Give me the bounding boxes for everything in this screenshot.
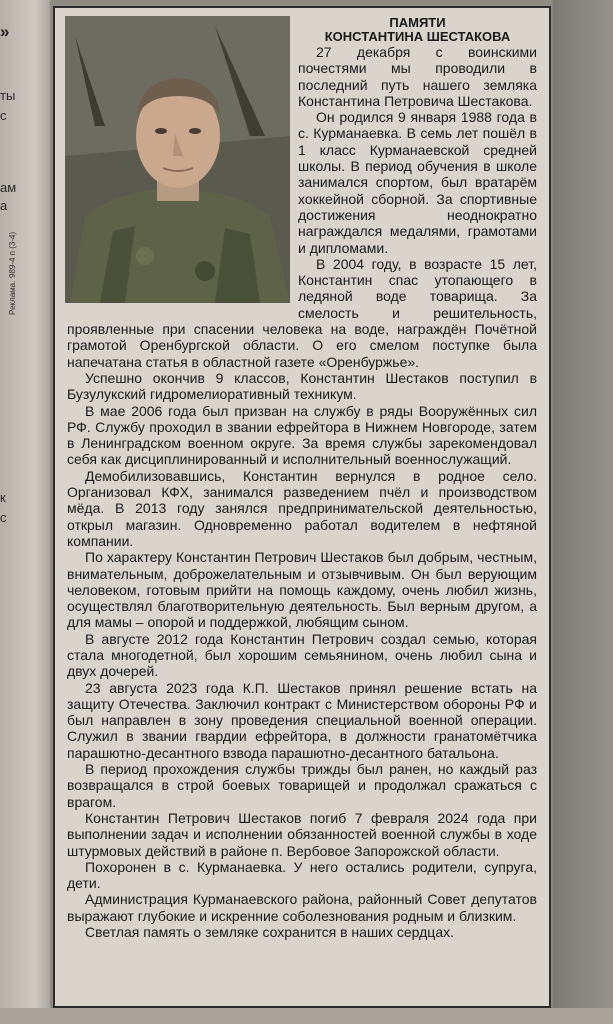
title-line: ПАМЯТИ: [389, 15, 446, 30]
strip-fragment: к: [0, 490, 6, 505]
adjacent-column-strip: [0, 0, 50, 1024]
strip-fragment: ты: [0, 88, 16, 103]
paragraph: По характеру Константин Петрович Шестаков был добрым, честным, внимательным, доброжелательным и отзывчивым. Он был верующим человеком, готовым прийти на помощь каждому, очень любил жизнь, осуществлял благотворительную деятельность. Был верным другом, а для мамы – опорой и поддержкой, любящим сыном.: [67, 549, 537, 631]
background-edge: [553, 0, 613, 1024]
advert-code: 989-4 п (3-4): [8, 232, 17, 279]
paragraph: Похоронен в с. Курманаевка. У него остались родители, супруга, дети.: [67, 858, 537, 892]
title-line: КОНСТАНТИНА ШЕСТАКОВА: [324, 29, 511, 44]
paragraph: Он родился 9 января 1988 года в с. Курманаевка. В семь лет пошёл в 1 класс Курманаевской средней школы. В период обучения в школе занимался спортом, был вратарём хоккейной сборной. За спортивные достижения неоднократно награждался медалями, грамотами и дипломами.: [298, 109, 537, 256]
strip-fragment: а: [0, 198, 8, 213]
paragraph: Администрация Курманаевского района, районный Совет депутатов выражают глубокие и искренние соболезнования родным и близким.: [67, 891, 537, 924]
paragraph: Демобилизовавшись, Константин вернулся в родное село. Организовал КФХ, занимался разведением пчёл и производством мёда. В 2013 году занялся предпринимательской деятельностью, открыл магазин. Одновременно работал водителем в нефтяной компании.: [67, 467, 537, 549]
portrait-photo: [65, 16, 290, 303]
advert-label: Реклама.: [8, 280, 17, 315]
paragraph: В мае 2006 года был призван на службу в ряды Вооружённых сил РФ. Службу проходил в звании ефрейтора в Нижнем Новгороде, затем в Ленинградском военном округе. За время службы зарекомендовал себя как дисциплинированный и исполнительный военнослужащий.: [67, 402, 537, 468]
paragraph: 27 декабря с воинскими почестями мы проводили в последний путь нашего земляка Константина Петровича Шестакова.: [298, 44, 537, 109]
paragraph: Константин Петрович Шестаков погиб 7 февраля 2024 года при выполнении задач и исполнении обязанностей военной службы в ходе штурмовых действий в районе п. Вербовое Запорожской области.: [67, 809, 537, 859]
paragraph: В 2004 году, в возрасте 15 лет, Константин спас утопающего в ледяной воде товарища. За смелость и решительность, проявленные при спасении человека на воде, награждён Почётной грамотой Оренбургской области. О его смелом поступке была напечатана статья в областной газете «Оренбуржье».: [67, 255, 537, 370]
obituary-clipping: [53, 6, 551, 1008]
strip-fragment: ам: [0, 180, 17, 195]
paragraph: В период прохождения службы трижды был ранен, но каждый раз возвращался в строй боевых товарищей и продолжал сражаться с врагом.: [67, 761, 537, 810]
paragraph: В августе 2012 года Константин Петрович создал семью, которая стала многодетной, был хорошим семьянином, очень любил сына и двух дочерей.: [67, 630, 537, 680]
paragraph: 23 августа 2023 года К.П. Шестаков принял решение встать на защиту Отечества. Заключил контракт с Министерством обороны РФ и был направлен в зону проведения специальной военной операции. Служил в звании гвардии ефрейтора, в должности гранатомётчика парашютно-десантного взвода парашютно-десантного батальона.: [67, 679, 537, 761]
advert-vertical-note: [8, 232, 20, 315]
paragraph: Светлая память о земляке сохранится в наших сердцах.: [85, 924, 455, 941]
strip-fragment: с: [0, 510, 7, 525]
background-edge: [0, 1008, 613, 1024]
portrait-illustration: [65, 16, 290, 303]
strip-fragment: с: [0, 108, 7, 123]
strip-fragment: »: [0, 22, 10, 41]
paragraph: Успешно окончив 9 классов, Константин Шестаков поступил в Бузулукский гидромелиоративный техникум.: [67, 369, 537, 403]
